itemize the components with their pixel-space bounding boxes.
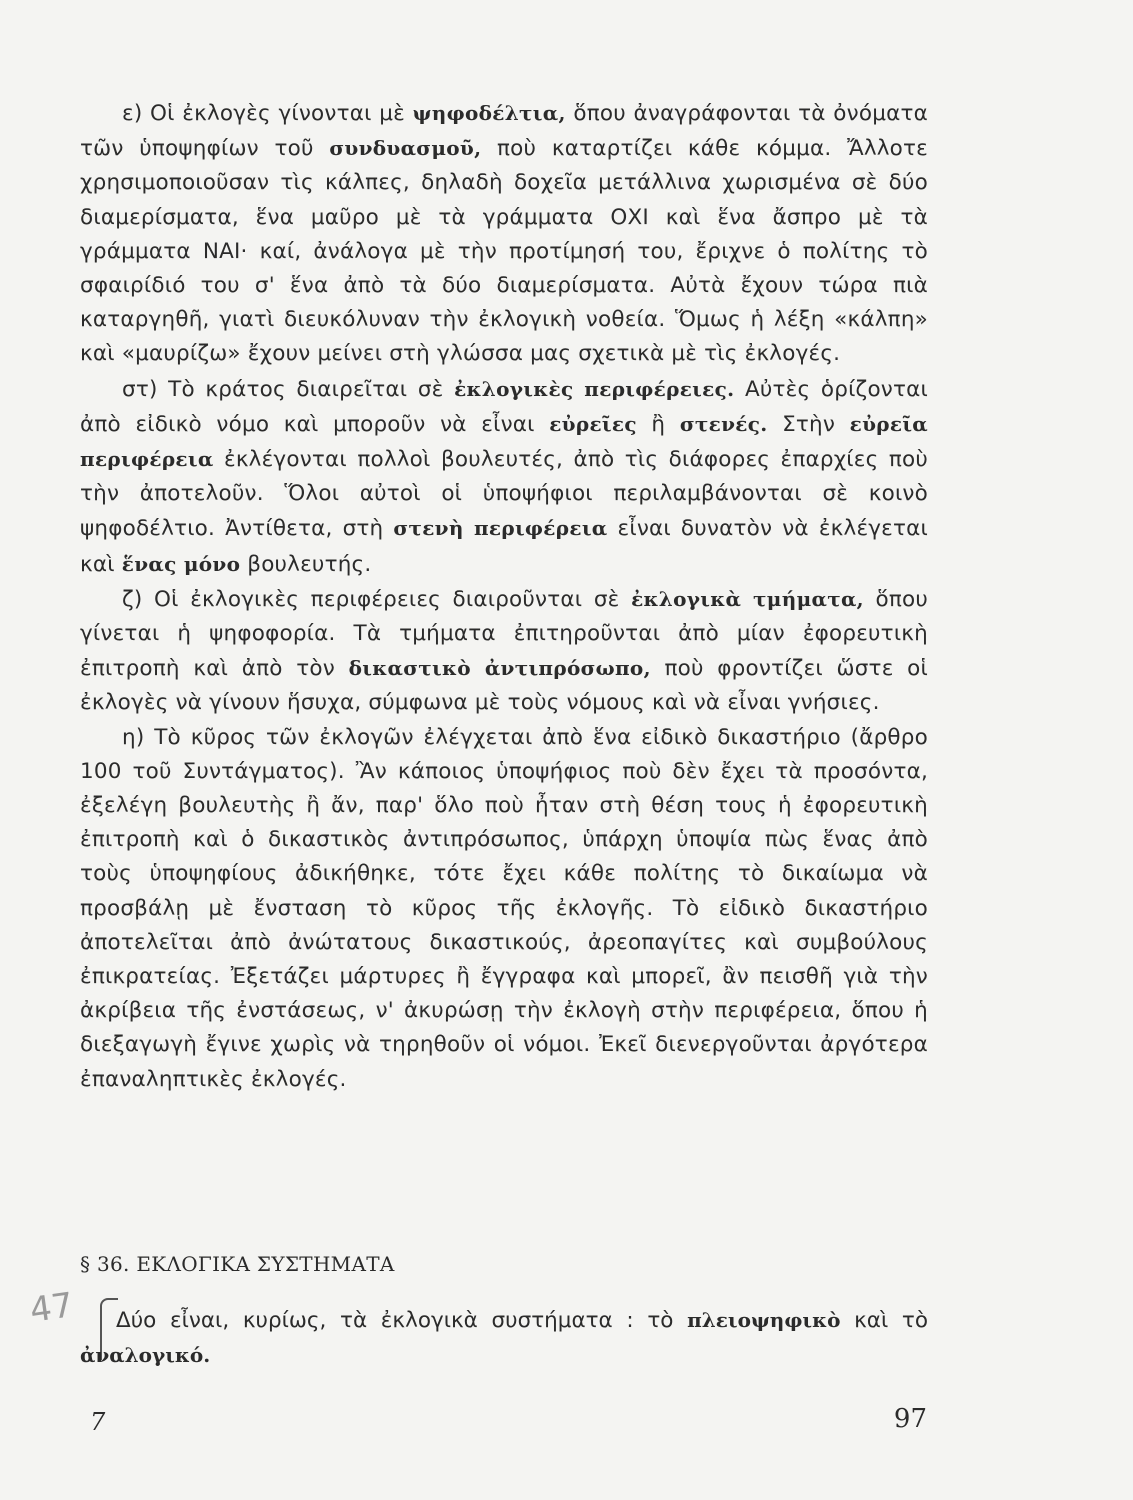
- bold-term: εὐρεῖα περιφέρεια: [80, 411, 928, 472]
- text-run: εἶναι δυνατὸν νὰ ἐκλέγεται καὶ: [80, 516, 928, 577]
- text-run: ε) Οἱ ἐκλογὲς γίνονται μὲ: [122, 101, 413, 126]
- section-intro-paragraph: [80, 1303, 928, 1373]
- paragraph-1: [80, 96, 928, 372]
- paragraph-2: [80, 372, 928, 582]
- bold-term: στενὴ περιφέρεια: [393, 516, 608, 541]
- bold-term: ἕνας μόνο: [121, 551, 241, 576]
- section-heading: § 36. ΕΚΛΟΓΙΚΑ ΣΥΣΤΗΜΑΤΑ: [80, 1252, 395, 1276]
- text-run: ἐκλέγονται πολλοὶ βουλευτές, ἀπὸ τὶς διάφορες ἐπαρχίες ποὺ τὴν ἀποτελοῦν. Ὅλοι αὐτοὶ οἱ ὑποψήφιοι περιλαμβάνονται σὲ κοινὸ ψηφοδέλτιο. Ἀντίθετα, στὴ: [80, 447, 928, 542]
- bold-term: ψηφοδέλτια,: [412, 101, 566, 125]
- text-run: ζ) Οἱ ἐκλογικὲς περιφέρειες διαιροῦνται σὲ: [122, 586, 632, 612]
- text-run: ὅπου ἀναγράφονται τὰ ὀνόματα τῶν ὑποψηφίων τοῦ: [80, 101, 928, 162]
- intro-text-middle: καὶ τὸ: [840, 1308, 928, 1333]
- text-run: στ) Τὸ κράτος διαιρεῖται σὲ: [122, 376, 455, 402]
- handwritten-margin-note: 47: [27, 1285, 76, 1331]
- text-run: Αὐτὲς ὁρίζονται ἀπὸ εἰδικὸ νόμο καὶ μποροῦν νὰ εἶναι: [80, 376, 929, 437]
- body-text: [80, 96, 928, 1097]
- bold-term: δικαστικὸ ἀντιπρόσωπο,: [348, 656, 651, 681]
- bold-term: εὐρεῖες: [549, 411, 637, 436]
- text-run: η) Τὸ κῦρος τῶν ἐκλογῶν ἐλέγχεται ἀπὸ ἕνα εἰδικὸ δικαστήριο (ἄρθρο 100 τοῦ Συντάγματος). Ἂν κάποιος ὑποψήφιος ποὺ δὲν ἔχει τὰ προσόντα, ἐξελέγη βουλευτὴς ἢ ἄν, παρ' ὅλο ποὺ ἦταν στὴ θέση τους ἡ ἐφορευτικὴ ἐπιτροπὴ καὶ ὁ δικαστικὸς ἀντιπρόσωπος, ὑπάρχη ὑποψία πὼς ἕνας ἀπὸ τοὺς ὑποψηφίους ἀδικήθηκε, τότε ἔχει κάθε πολίτης τὸ δικαίωμα νὰ προσβάλῃ μὲ ἔνσταση τὸ κῦρος τῆς ἐκλογῆς. Τὸ εἰδικὸ δικαστήριο ἀποτελεῖται ἀπὸ ἀνώτατους δικαστικούς, ἀρεοπαγίτες καὶ συμβούλους ἐπικρατείας. Ἐξετάζει μάρτυρες ἢ ἔγγραφα καὶ μπορεῖ, ἂν πεισθῆ γιὰ τὴν ἀκρίβεια τῆς ἐνστάσεως, ν' ἀκυρώσῃ τὴν ἐκλογὴ στὴν περιφέρεια, ὅπου ἡ διεξαγωγὴ ἔγινε χωρὶς νὰ τηρηθοῦν οἱ νόμοι. Ἐκεῖ διενεργοῦνται ἀργότερα ἐπαναληπτικὲς ἐκλογές.: [80, 724, 928, 1092]
- paragraph-3: [80, 582, 928, 721]
- bold-term: ἐκλογικὰ τμήματα,: [631, 586, 864, 611]
- page-number: 97: [893, 1404, 927, 1434]
- intro-bold-proportional: ἀναλογικό.: [80, 1343, 211, 1368]
- text-run: ὅπου γίνεται ἡ ψηφοφορία. Τὰ τμήματα ἐπιτηροῦνται ἀπὸ μίαν ἐφορευτικὴ ἐπιτροπὴ καὶ ἀπὸ τὸν: [80, 586, 928, 682]
- paragraph-4: [80, 721, 928, 1097]
- bold-term: συνδυασμοῦ,: [329, 136, 482, 161]
- text-run: ἢ: [636, 411, 680, 437]
- bold-term: στενές.: [679, 411, 768, 436]
- signature-mark: 7: [90, 1408, 106, 1436]
- section-intro: [80, 1303, 928, 1373]
- text-run: ποὺ φροντίζει ὥστε οἱ ἐκλογὲς νὰ γίνουν ἥσυχα, σύμφωνα μὲ τοὺς νόμους καὶ νὰ εἶναι γνήσιες.: [80, 656, 928, 716]
- text-run: ποὺ καταρτίζει κάθε κόμμα. Ἄλλοτε χρησιμοποιοῦσαν τὶς κάλπες, δηλαδὴ δοχεῖα μετάλλινα χωρισμένα σὲ δύο διαμερίσματα, ἕνα μαῦρο μὲ τὰ γράμματα ΟΧΙ καὶ ἕνα ἄσπρο μὲ τὰ γράμματα ΝΑΙ· καί, ἀνάλογα μὲ τὴν προτίμησή του, ἔριχνε ὁ πολίτης τὸ σφαιρίδιό του σ' ἕνα ἀπὸ τὰ δύο διαμερίσματα. Αὐτὰ ἔχουν τώρα πιὰ καταργηθῆ, γιατὶ διευκόλυναν τὴν ἐκλογικὴ νοθεία. Ὅμως ἡ λέξη «κάλπη» καὶ «μαυρίζω» ἔχουν μείνει στὴ γλώσσα μας σχετικὰ μὲ τὶς ἐκλογές.: [80, 136, 929, 367]
- bold-term: ἐκλογικὲς περιφέρειες.: [454, 376, 735, 401]
- text-run: βουλευτής.: [240, 551, 372, 577]
- text-run: Στὴν: [767, 411, 850, 437]
- intro-bold-majority: πλειοψηφικὸ: [687, 1308, 841, 1332]
- intro-text-before: Δύο εἶναι, κυρίως, τὰ ἐκλογικὰ συστήματα : τὸ: [116, 1308, 688, 1333]
